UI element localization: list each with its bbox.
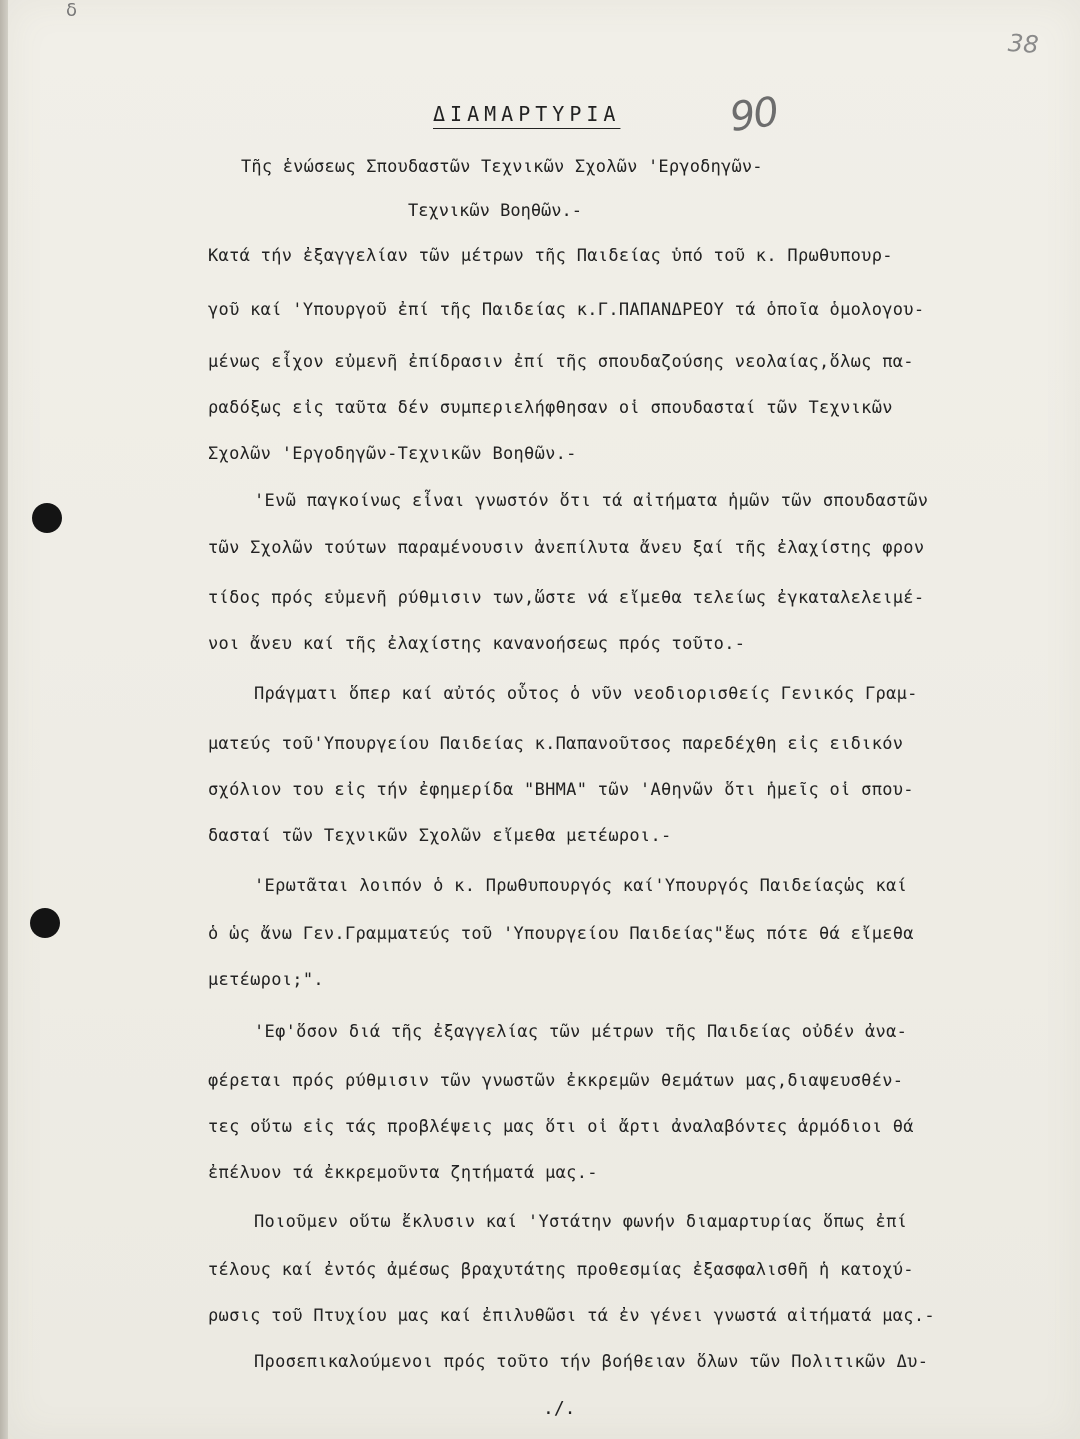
body-line: 'Εφ'ὅσον διά τῆς ἐξαγγελίας τῶν μέτρων τῆς Παιδείας οὐδέν ἀνα-: [254, 1022, 908, 1042]
body-line: 'Ερωτᾶται λοιπόν ὁ κ. Πρωθυπουργός καί'Υπουργός Παιδείαςὡς καί: [254, 876, 908, 896]
body-line: τέλους καί ἐντός ἀμέσως βραχυτάτης προθεσμίας ἐξασφαλισθῆ ἡ κατοχύ-: [208, 1260, 914, 1280]
body-line: τίδος πρός εὐμενῆ ρύθμισιν των,ὥστε νά εἴμεθα τελείως ἐγκαταλελειμέ-: [208, 588, 925, 608]
body-line: Προσεπικαλούμενοι πρός τοῦτο τήν βοήθειαν ὅλων τῶν Πολιτικῶν Δυ-: [254, 1352, 929, 1372]
punch-hole: [32, 503, 62, 533]
document-page: [8, 0, 1080, 1439]
body-line: ματεύς τοῦ'Υπουργείου Παιδείας κ.Παπανοῦτσος παρεδέχθη εἰς ειδικόν: [208, 734, 904, 754]
body-line: γοῦ καί 'Υπουργοῦ ἐπί τῆς Παιδείας κ.Γ.ΠΑΠΑΝΔΡΕΟΥ τά ὁποῖα ὁμολογου-: [208, 300, 925, 320]
body-line: νοι ἄνευ καί τῆς ἐλαχίστης καvανοήσεως πρός τοῦτο.-: [208, 634, 746, 654]
body-line: μετέωροι;".: [208, 970, 324, 990]
body-line: σχόλιον του εἰς τήν ἐφημερίδα "ΒΗΜΑ" τῶν 'Αθηνῶν ὅτι ἡμεῖς οἱ σπου-: [208, 780, 914, 800]
body-line: δασταί τῶν Τεχνικῶν Σχολῶν εἴμεθα μετέωροι.-: [208, 826, 672, 846]
page-continuation-mark: ./.: [543, 1398, 576, 1419]
page-edge: [0, 0, 8, 1439]
body-line: ὁ ὡς ἄνω Γεν.Γραμματεύς τοῦ 'Υπουργείου Παιδείας"ἕως πότε θά εἴμεθα: [208, 924, 914, 944]
body-line: 'Ενῶ παγκοίνως εἶναι γνωστόν ὅτι τά αἰτήματα ἡμῶν τῶν σπουδαστῶν: [254, 491, 929, 511]
folio-number: 38: [1007, 28, 1040, 60]
body-line: Πράγματι ὅπερ καί αὐτός οὗτος ὁ νῦν νεοδιορισθείς Γενικός Γραμ-: [254, 684, 918, 704]
document-number: 90: [727, 88, 780, 142]
body-line: Κατά τήν ἐξαγγελίαν τῶν μέτρων τῆς Παιδείας ὑπό τοῦ κ. Πρωθυπουρ-: [208, 246, 893, 266]
body-line: τες οὕτω εἰς τάς προβλέψεις μας ὅτι οἱ ἄρτι ἀναλαβόντες ἁρμόδιοι θά: [208, 1117, 914, 1137]
body-line: τῶν Σχολῶν τούτων παραμένουσιν ἀνεπίλυτα ἄνευ ξαί τῆς ἐλαχίστης φρον: [208, 538, 925, 558]
punch-hole: [30, 908, 60, 938]
body-line: φέρεται πρός ρύθμισιν τῶν γνωστῶν ἐκκρεμῶν θεμάτων μας,διαψευσθέν-: [208, 1071, 904, 1091]
body-line: Ποιοῦμεν οὕτω ἔκλυσιν καί 'Υστάτην φωνήν διαμαρτυρίας ὅπως ἐπί: [254, 1212, 908, 1232]
body-line: Σχολῶν 'Εργοδηγῶν-Τεχνικῶν Βοηθῶν.-: [208, 444, 577, 464]
body-line: μένως εἶχον εὐμενῆ ἐπίδρασιν ἐπί τῆς σπουδαζούσης νεολαίας,ὅλως πα-: [208, 352, 914, 372]
top-mark: δ: [66, 0, 78, 21]
subtitle-line: Τεχνικῶν Βοηθῶν.-: [408, 201, 582, 221]
body-line: ἐπέλυον τά ἐκκρεμοῦντα ζητήματά μας.-: [208, 1163, 598, 1183]
subtitle-line: Τῆς ἑνώσεως Σπουδαστῶν Τεχνικῶν Σχολῶν 'Εργοδηγῶν-: [241, 157, 763, 177]
body-line: ρωσις τοῦ Πτυχίου μας καί ἐπιλυθῶσι τά ἐν γένει γνωστά αἰτήματά μας.-: [208, 1306, 935, 1326]
document-title: ΔΙΑΜΑΡΤΥΡΙΑ: [433, 102, 621, 126]
body-line: ραδόξως εἰς ταῦτα δέν συμπεριελήφθησαν οἱ σπουδασταί τῶν Τεχνικῶν: [208, 398, 893, 418]
